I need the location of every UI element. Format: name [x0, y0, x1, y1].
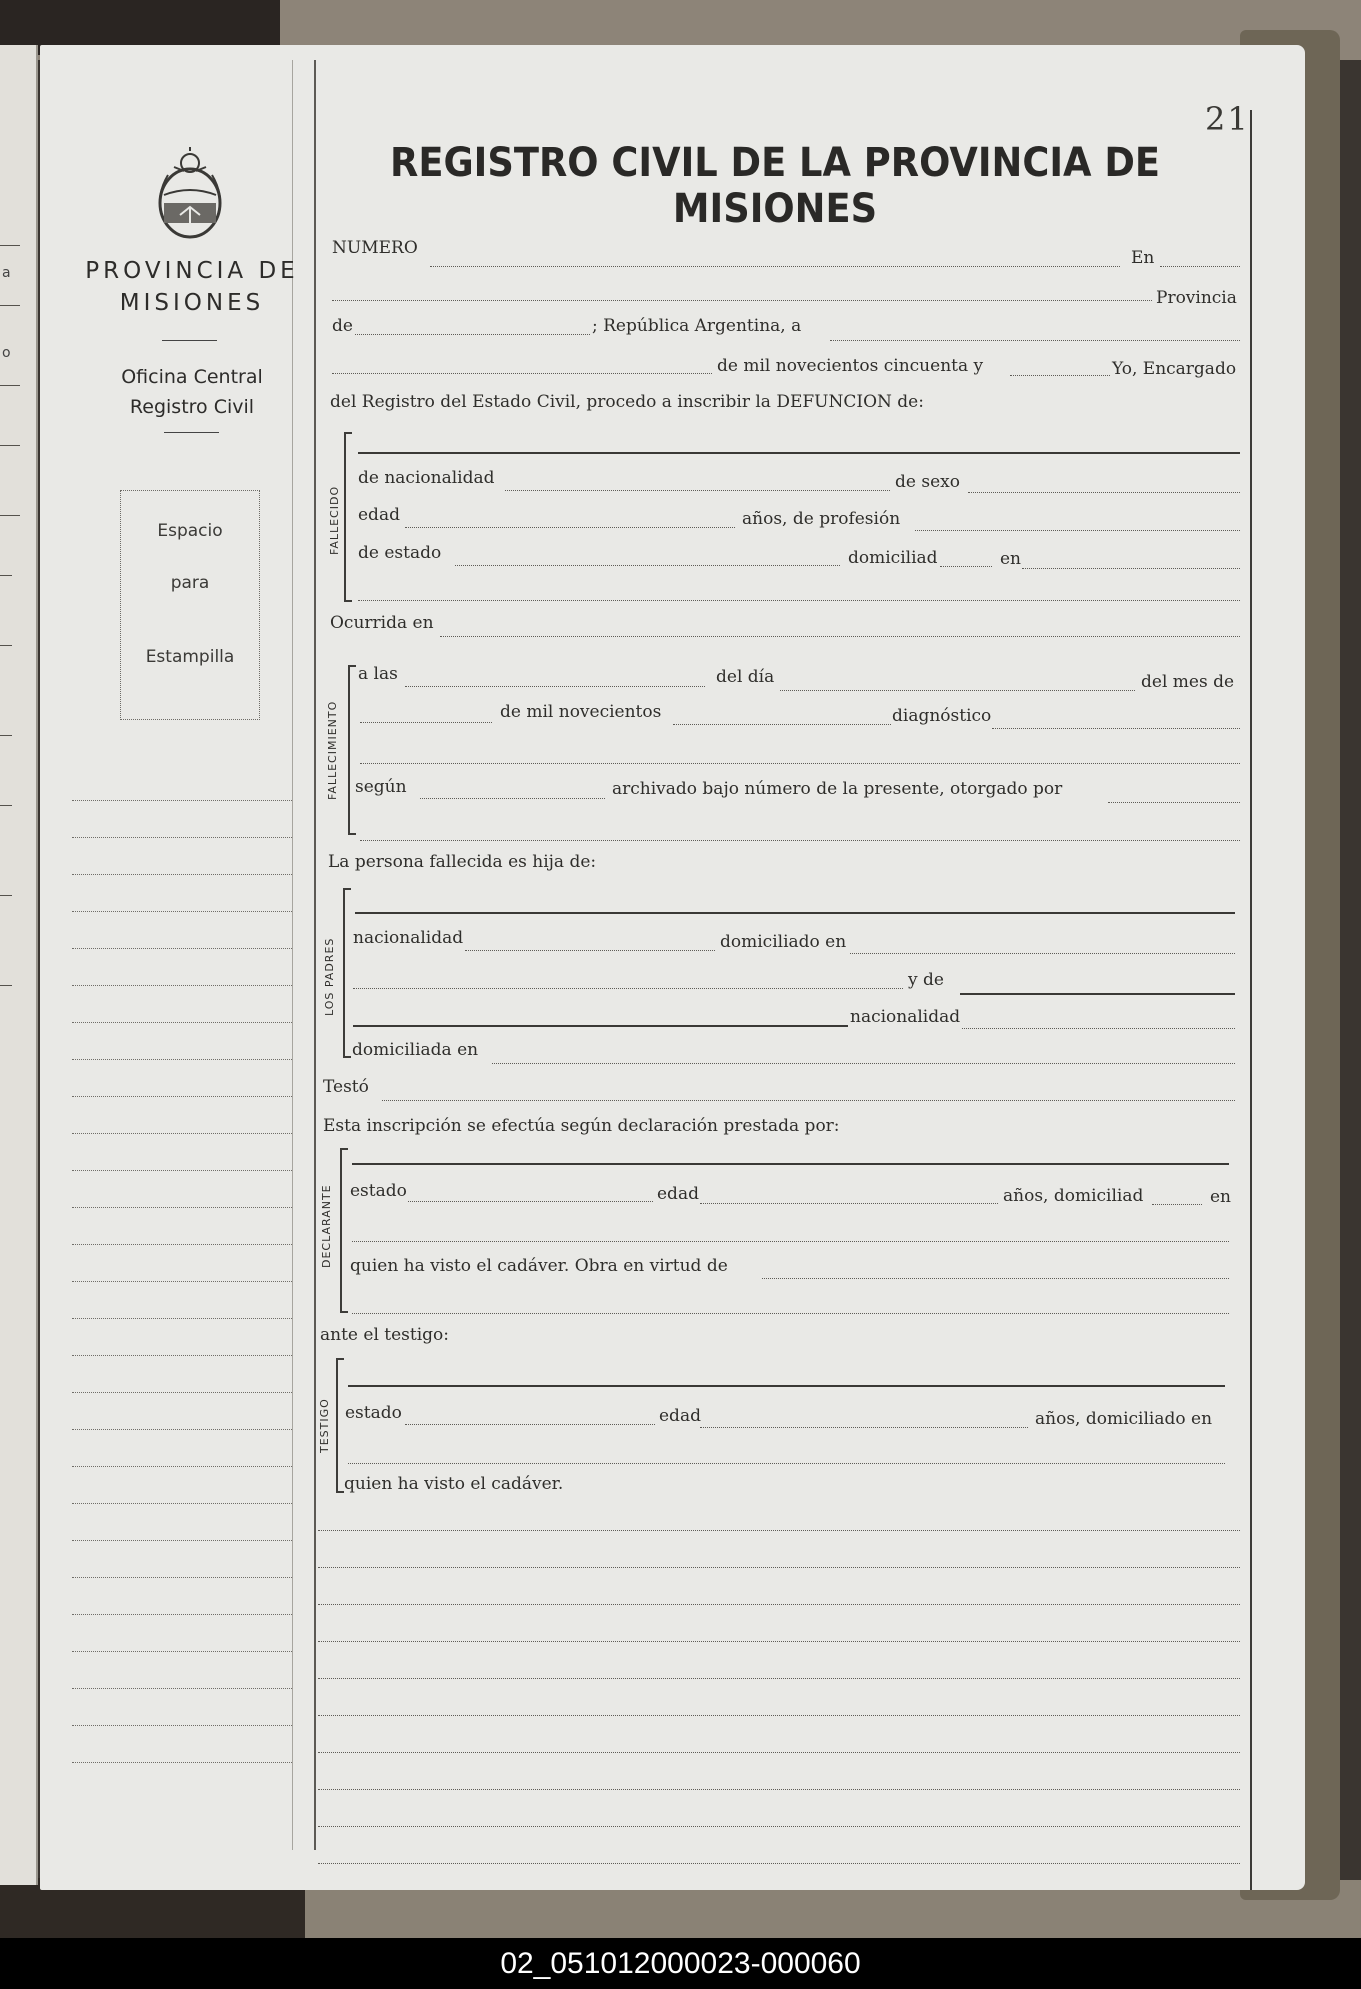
field-line — [360, 722, 492, 723]
field-line — [420, 798, 605, 799]
margin-rule-line — [72, 1614, 292, 1615]
name-line — [353, 1025, 848, 1027]
bracket-testigo — [336, 1358, 344, 1493]
field-line — [700, 1203, 998, 1204]
label-sexo: de sexo — [895, 472, 960, 492]
label-hija-de: La persona fallecida es hija de: — [328, 852, 597, 872]
field-line — [353, 988, 903, 989]
bracket-padres — [343, 888, 351, 1058]
label-provincia: Provincia — [1156, 288, 1237, 308]
notes-rule-line — [318, 1641, 1240, 1642]
label-de-mil-fallecimiento: de mil novecientos — [500, 702, 662, 722]
margin-rule-line — [72, 1651, 292, 1652]
field-line — [850, 953, 1235, 954]
margin-rule-line — [72, 1355, 292, 1356]
margin-rule-line — [72, 800, 292, 801]
margin-rule-line — [72, 1540, 292, 1541]
label-estado-testigo: estado — [345, 1403, 402, 1423]
label-y-de: y de — [908, 970, 944, 990]
label-quien-testigo: quien ha visto el cadáver. — [344, 1474, 564, 1494]
section-label-fallecido: FALLECIDO — [328, 485, 341, 555]
label-declaracion: Esta inscripción se efectúa según declaración prestada por: — [323, 1116, 840, 1136]
bracket-declarante — [340, 1148, 348, 1313]
field-line — [405, 1424, 655, 1425]
province-line-2: MISIONES — [119, 290, 265, 316]
margin-rule-line — [72, 837, 292, 838]
office-line-1: Oficina Central — [121, 366, 263, 388]
margin-rule-line — [72, 1577, 292, 1578]
field-line — [780, 690, 1135, 691]
field-line — [408, 1201, 653, 1202]
field-line — [360, 840, 1240, 841]
label-estado-declarante: estado — [350, 1181, 407, 1201]
margin-rule-line — [72, 948, 292, 949]
field-line — [382, 1100, 1235, 1101]
label-del-dia: del día — [716, 667, 775, 687]
name-line — [358, 452, 1240, 454]
field-line — [332, 300, 1152, 301]
name-line — [960, 993, 1235, 995]
label-anos-domiciliad: años, domiciliad — [1003, 1186, 1144, 1206]
label-anos-profesion: años, de profesión — [742, 509, 901, 529]
bracket-fallecido — [344, 432, 352, 602]
name-line — [355, 912, 1235, 914]
field-line — [940, 566, 992, 567]
field-line — [962, 1028, 1235, 1029]
stamp-line-1: Espacio — [157, 521, 223, 541]
notes-rule-line — [318, 1530, 1240, 1531]
page-title: REGISTRO CIVIL DE LA PROVINCIA DE MISIONES — [389, 140, 1161, 232]
label-en: en — [1000, 549, 1022, 569]
label-en-declarante: en — [1210, 1187, 1232, 1207]
margin-rule-line — [72, 1133, 292, 1134]
field-line — [455, 565, 840, 566]
label-nacionalidad-padre: nacionalidad — [353, 928, 464, 948]
field-line — [505, 490, 890, 491]
stamp-box — [120, 490, 260, 720]
field-line — [352, 1241, 1229, 1242]
label-diagnostico: diagnóstico — [892, 706, 992, 726]
label-estado: de estado — [358, 543, 442, 563]
divider — [164, 432, 219, 433]
label-archivado: archivado bajo número de la presente, otorgado por — [612, 779, 1063, 799]
notes-rule-line — [318, 1604, 1240, 1605]
margin-rule — [314, 60, 316, 1850]
field-line — [915, 530, 1240, 531]
section-label-padres: LOS PADRES — [323, 937, 336, 1016]
label-domiciliado: domiciliado en — [720, 932, 847, 952]
margin-rule-line — [72, 1688, 292, 1689]
field-line — [430, 266, 1120, 267]
label-ante-testigo: ante el testigo: — [320, 1325, 450, 1345]
stamp-line-3: Estampilla — [145, 647, 235, 667]
label-en: En — [1131, 248, 1155, 268]
right-rule — [1250, 110, 1252, 1890]
bracket-fallecimiento — [348, 665, 356, 835]
margin-rule-line — [72, 1170, 292, 1171]
label-de-mil: de mil novecientos cincuenta y — [717, 356, 984, 376]
label-numero: NUMERO — [332, 238, 418, 258]
margin-rule-line — [72, 1762, 292, 1763]
field-line — [830, 340, 1240, 341]
notes-rule-line — [318, 1715, 1240, 1716]
label-anos-domiciliado: años, domiciliado en — [1035, 1409, 1213, 1429]
label-quien-declarante: quien ha visto el cadáver. Obra en virtud de — [350, 1256, 728, 1276]
field-line — [1108, 802, 1240, 803]
image-caption: 02_051012000023-000060 — [0, 1938, 1361, 1989]
divider — [162, 340, 217, 341]
field-line — [1160, 266, 1240, 267]
label-nacionalidad-madre: nacionalidad — [850, 1007, 961, 1027]
field-line — [405, 527, 735, 528]
label-ocurrida: Ocurrida en — [330, 613, 434, 633]
margin-rule-line — [72, 1096, 292, 1097]
margin-rule-line — [72, 1281, 292, 1282]
margin-rule-line — [72, 1059, 292, 1060]
section-label-declarante: DECLARANTE — [320, 1184, 333, 1268]
notes-rule-line — [318, 1567, 1240, 1568]
margin-rule-line — [72, 1207, 292, 1208]
field-line — [465, 950, 715, 951]
label-edad-declarante: edad — [657, 1184, 699, 1204]
office-line-2: Registro Civil — [129, 396, 255, 418]
label-republica: ; República Argentina, a — [592, 316, 802, 336]
notes-rule-line — [318, 1789, 1240, 1790]
label-de: de — [332, 316, 353, 336]
previous-page-edge: a o — [0, 45, 38, 1885]
notes-rule-line — [318, 1678, 1240, 1679]
field-line — [700, 1427, 1028, 1428]
notes-rule-line — [318, 1752, 1240, 1753]
margin-rule-line — [72, 911, 292, 912]
field-line — [352, 1313, 1229, 1314]
field-line — [1010, 375, 1110, 376]
province-line-1: PROVINCIA DE — [85, 258, 299, 284]
field-line — [1022, 568, 1240, 569]
label-testo: Testó — [323, 1077, 369, 1097]
section-label-fallecimiento: FALLECIMIENTO — [326, 700, 339, 800]
label-segun: según — [355, 777, 407, 797]
label-domiciliad: domiciliad — [848, 548, 938, 568]
field-line — [992, 728, 1240, 729]
label-edad: edad — [358, 505, 400, 525]
notes-rule-line — [318, 1863, 1240, 1864]
field-line — [348, 1463, 1225, 1464]
margin-rule-line — [72, 1503, 292, 1504]
label-a-las: a las — [358, 664, 398, 684]
page-number: 21 — [1205, 100, 1250, 138]
label-nacionalidad: de nacionalidad — [358, 468, 495, 488]
margin-rule-line — [72, 985, 292, 986]
margin-rule-line — [72, 1022, 292, 1023]
margin-rule-line — [72, 1429, 292, 1430]
field-line — [360, 763, 1240, 764]
field-line — [492, 1063, 1235, 1064]
name-line — [352, 1163, 1229, 1165]
margin-rule-line — [72, 1725, 292, 1726]
field-line — [358, 600, 1240, 601]
field-line — [762, 1278, 1229, 1279]
label-edad-testigo: edad — [659, 1406, 701, 1426]
notes-rule-line — [318, 1826, 1240, 1827]
stamp-line-2: para — [170, 573, 210, 593]
section-label-testigo: TESTIGO — [318, 1398, 331, 1453]
field-line — [355, 334, 590, 335]
margin-column — [72, 60, 312, 1850]
coat-of-arms-icon — [154, 145, 226, 245]
margin-rule-line — [72, 874, 292, 875]
margin-rule-line — [72, 1392, 292, 1393]
field-line — [332, 373, 712, 374]
name-line — [348, 1385, 1225, 1387]
field-line — [673, 724, 891, 725]
field-line — [968, 492, 1240, 493]
label-domiciliada: domiciliada en — [352, 1040, 479, 1060]
margin-rule-line — [72, 1466, 292, 1467]
label-del-registro: del Registro del Estado Civil, procedo a inscribir la DEFUNCION de: — [330, 392, 924, 412]
margin-rule-line — [72, 1244, 292, 1245]
field-line — [440, 636, 1240, 637]
province-name — [72, 255, 312, 319]
margin-rule-line — [72, 1318, 292, 1319]
office-name — [72, 362, 312, 422]
label-del-mes: del mes de — [1141, 672, 1235, 692]
label-yo-encargado: Yo, Encargado — [1112, 359, 1237, 379]
field-line — [1152, 1204, 1202, 1205]
field-line — [405, 686, 705, 687]
